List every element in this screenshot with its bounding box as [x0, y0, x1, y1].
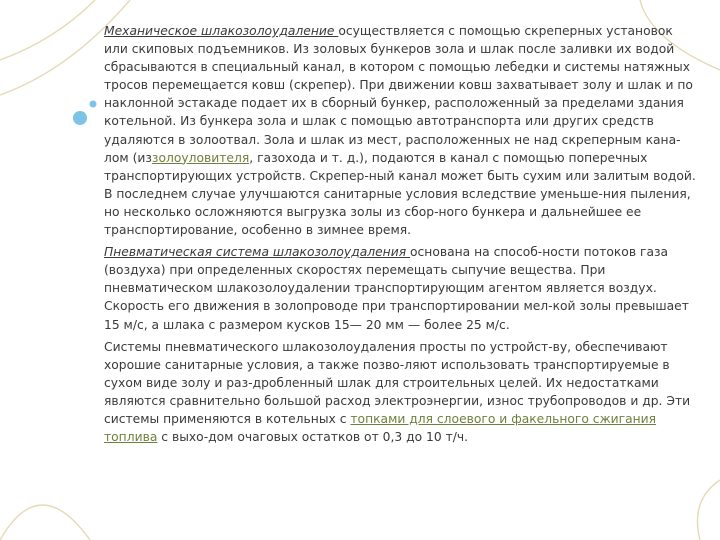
- term-mechanical-ash-removal: Механическое шлакозолоудаление: [104, 24, 339, 38]
- paragraph-text: Системы пневматического шлакозолоудаления просты по устройст-ву, обеспечивают хорошие санитарные условия, а также позво-ляют использовать транспортируемые в сухом виде золу и раз-дробленный шлак для строительных целей. Их недостатками являются сравнительно большой расход электроэнергии, износ трубопроводов и др. Эти системы применяются в котельных с: [104, 339, 691, 426]
- link-furnaces[interactable]: топками для слоевого и факельного сжигания топлива: [104, 411, 657, 445]
- paragraph-text: , газохода и т. д.), подаются в канал с помощью поперечных транспортирующих устройств. Скрепер-ный канал может быть сухим или залитым водой. В последнем случае улучшаются санитарные условия вследствие уменьше-ния пыления, но несколько осложняются выгрузка золы из сбор-ного бункера и дальнейшее ее транспортирование, особенно в зимнее время.: [104, 150, 696, 238]
- slide-body-text: [104, 22, 700, 450]
- decorative-curve: [0, 0, 95, 60]
- decorative-curve: [698, 480, 720, 540]
- paragraph-text: с выхо-дом очаговых остатков от 0,3 до 10 т/ч.: [157, 430, 469, 445]
- paragraph-text: осуществляется с помощью скреперных установок или скиповых подъемников. Из золовых бункеров зола и шлак после заливки их водой сбрасываются в специальный канал, в котором с помощью лебедки и системы натяжных тросов перемещается ковш (скрепер). При движении ковш захватывает золу и шлак и по наклонной эстакаде подает их в сборный бункер, расположенный за пределами здания котельной. Из бункера зола и шлак с помощью автотранспорта или других средств удаляются в золоотвал. Зола и шлак из мест, расположенных не над скреперным кана-лом (из: [104, 24, 693, 165]
- decorative-curve: [0, 505, 90, 540]
- paragraph-text: основана на способ-ности потоков газа (воздуха) при определенных скоростях перемещать сыпучие вещества. При пневматическом шлакозолоудалении транспортирующим агентом является воздух. Скорость его движения в золопроводе при транспортировании мел-кой золы превышает 15 м/с, а шлака с размером кусков 15— 20 мм — более 25 м/с.: [104, 245, 689, 332]
- link-ash-collector[interactable]: золоуловителя: [151, 150, 250, 165]
- decorative-bubble-large: [73, 111, 87, 125]
- paragraph-pneumatic-ash-removal: [104, 243, 700, 333]
- decorative-bubble-small: [90, 101, 97, 108]
- paragraph-pneumatic-systems: [104, 338, 700, 447]
- paragraph-mechanical-ash-removal: [104, 22, 700, 239]
- term-pneumatic-ash-removal: Пневматическая система шлакозолоудаления: [104, 245, 411, 260]
